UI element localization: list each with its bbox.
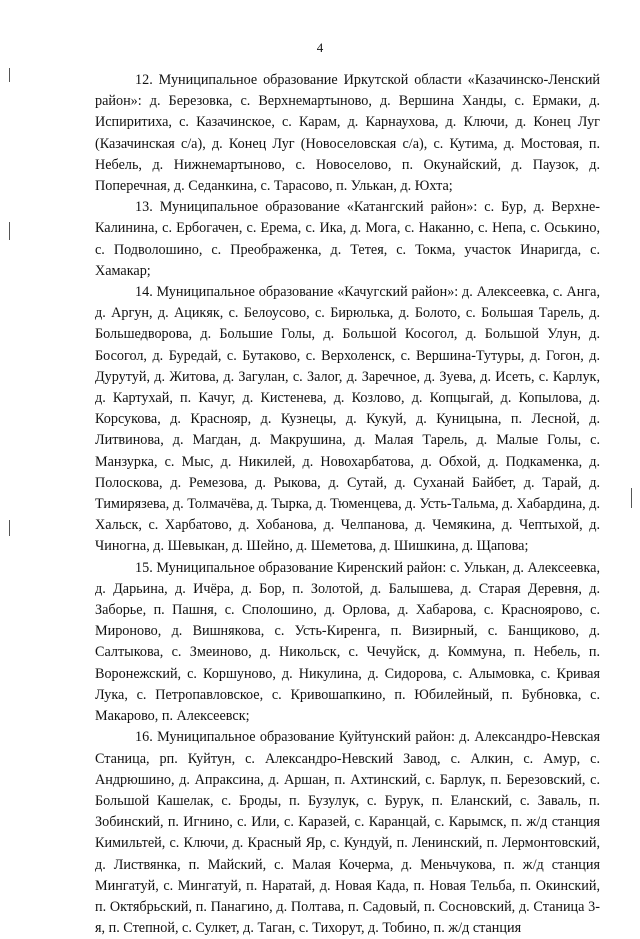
paragraph-item-13: 13. Муниципальное образование «Катангский район»: с. Бур, д. Верхне-Калинина, с. Ербогачен, с. Ерема, с. Ика, д. Мога, с. Наканно, с. Непа, с. Оськино, с. Подволошино, с. Преображенка, д. Тетея, с. Токма, участок Инаригда, с. Хамакар; [95,199,600,279]
paragraph-item-15: 15. Муниципальное образование Киренский район: с. Улькан, д. Алексеевка, д. Дарьина, д. Ичёра, д. Бор, п. Золотой, д. Балышева, д. Старая Деревня, д. Заборье, п. Пашня, с. Сполошино, д. Орлова, д. Хабарова, с. Красноярово, с. Мироново, д. Вишнякова, с. Усть-Киренга, п. Визирный, с. Банщиково, д. Салтыкова, с. Змеиново, д. Никольск, с. Чечуйск, д. Коммуна, п. Небель, п. Воронежский, с. Коршуново, д. Никулина, д. Сидорова, с. Алымовка, с. Кривая Лука, с. Петропавловское, с. Кривошапкино, п. Юбилейный, п. Бубновка, с. Макарово, п. Алексеевск; [95,559,600,725]
scan-artifact-mark [9,222,10,240]
paragraph-item-12: 12. Муниципальное образование Иркутской области «Казачинско-Ленский район»: д. Березовка, с. Верхнемартыново, д. Вершина Ханды, с. Ермаки, д. Испиритиха, с. Казачинское, с. Карам, д. Карнаухова, д. Ключи, д. Конец Луг (Казачинская с/а), д. Конец Луг (Новоселовская с/а), с. Кутима, д. Мостовая, п. Небель, д. Нижнемартыново, с. Новоселово, п. Окунайский, д. Паузок, д. Поперечная, д. Седанкина, с. Тарасово, п. Улькан, д. Юхта; [95,72,600,195]
page-number: 4 [316,40,324,55]
scan-artifact-mark [631,488,632,508]
paragraph-item-14: 14. Муниципальное образование «Качугский район»: д. Алексеевка, с. Анга, д. Аргун, д. Ацикяк, с. Белоусово, с. Бирюлька, д. Болото, с. Большая Тарель, д. Большедворова, д. Большие Голы, д. Большой Косогол, д. Большой Улун, д. Босогол, д. Буредай, с. Бутаково, с. Верхоленск, с. Вершина-Тутуры, д. Гогон, д. Дурутуй, д. Житова, д. Загулан, с. Залог, д. Заречное, д. Зуева, д. Исеть, с. Карлук, д. Картухай, п. Качуг, д. Кистенева, д. Козлово, д. Копцыгай, д. Копылова, д. Корсукова, д. Краснояр, д. Кузнецы, д. Кукуй, д. Куницына, п. Лесной, д. Литвинова, д. Магдан, д. Макрушина, д. Малая Тарель, д. Малые Голы, с. Манзурка, с. Мыс, д. Никилей, д. Новохарбатова, д. Обхой, д. Подкаменка, д. Полоскова, д. Ремезова, д. Рыкова, д. Сутай, д. Суханай Байбет, д. Тарай, д. Тимирязева, д. Толмачёва, д. Тырка, д. Тюменцева, д. Усть-Тальма, д. Хабардина, д. Хальск, с. Харбатово, д. Хобанова, д. Челпанова, д. Чемякина, д. Чептыхой, д. Чиногна, д. Шевыкан, д. Шейно, д. Шеметова, д. Шишкина, д. Щапова; [95,284,600,555]
document-body [95,70,600,939]
paragraph-item-16: 16. Муниципальное образование Куйтунский район: д. Александро-Невская Станица, рп. Куйтун, с. Александро-Невский Завод, с. Алкин, с. Амур, с. Андрюшино, д. Апраксина, д. Аршан, п. Ахтинский, с. Барлук, п. Березовский, с. Большой Кашелак, с. Броды, п. Бузулук, с. Бурук, п. Еланский, с. Заваль, п. Зобинский, п. Игнино, с. Или, с. Каразей, с. Каранцай, с. Карымск, п. ж/д станция Кимильтей, с. Ключи, д. Красный Яр, с. Кундуй, п. Ленинский, п. Лермонтовский, д. Листвянка, п. Майский, с. Малая Кочерма, д. Меньчукова, п. ж/д станция Мингатуй, с. Мингатуй, п. Наратай, д. Новая Када, п. Новая Тельба, п. Окинский, п. Октябрьский, п. Панагино, д. Полтава, п. Садовый, п. Сосновский, д. Станица 3-я, п. Степной, с. Сулкет, д. Таган, с. Тихорут, д. Тобино, п. ж/д станция [95,729,600,937]
scan-artifact-mark [9,68,10,82]
scan-artifact-mark [9,520,10,536]
